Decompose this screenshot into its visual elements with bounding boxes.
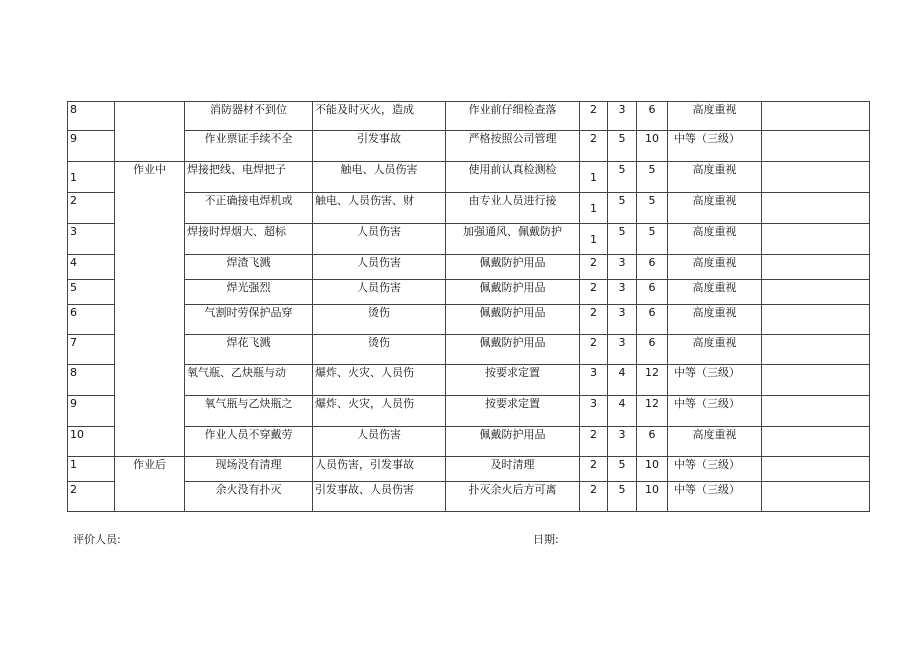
score-d: 5: [637, 224, 668, 255]
hazard-cell: 焊接把线、电焊把子: [185, 162, 313, 193]
score-e: 3: [608, 305, 637, 335]
consequence-cell: 触电、人员伤害: [313, 162, 446, 193]
level-cell: 中等（三级）: [668, 457, 762, 482]
score-e: 4: [608, 396, 637, 427]
row-number: 10: [68, 427, 115, 457]
row-number: 7: [68, 335, 115, 365]
row-number: 9: [68, 396, 115, 427]
hazard-cell: 作业票证手续不全: [185, 131, 313, 162]
score-d: 10: [637, 457, 668, 482]
score-d: 5: [637, 162, 668, 193]
evaluator-label: 评价人员:: [73, 533, 121, 546]
measure-cell: 佩戴防护用品: [446, 305, 580, 335]
level-cell: 中等（三级）: [668, 131, 762, 162]
level-cell: 高度重视: [668, 193, 762, 224]
level-cell: 高度重视: [668, 162, 762, 193]
level-cell: 中等（三级）: [668, 482, 762, 512]
hazard-cell: 消防器材不到位: [185, 102, 313, 131]
consequence-cell: 爆炸、火灾，人员伤: [313, 396, 446, 427]
score-e: 5: [608, 193, 637, 224]
hazard-cell: 氧气瓶与乙炔瓶之: [185, 396, 313, 427]
consequence-cell: 人员伤害: [313, 280, 446, 305]
score-l: 3: [580, 365, 608, 396]
score-e: 3: [608, 280, 637, 305]
measure-cell: 及时清理: [446, 457, 580, 482]
score-l: 2: [580, 482, 608, 512]
consequence-cell: 人员伤害，引发事故: [313, 457, 446, 482]
consequence-cell: 引发事故、人员伤害: [313, 482, 446, 512]
measure-cell: 使用前认真检测检: [446, 162, 580, 193]
table-row: [68, 305, 870, 335]
score-l: 2: [580, 255, 608, 280]
hazard-cell: 焊光强烈: [185, 280, 313, 305]
measure-cell: 佩戴防护用品: [446, 427, 580, 457]
level-cell: 高度重视: [668, 255, 762, 280]
table-row: [68, 365, 870, 396]
score-l: 1: [580, 193, 608, 224]
hazard-cell: 现场没有清理: [185, 457, 313, 482]
row-number: 9: [68, 131, 115, 162]
hazard-cell: 焊花飞溅: [185, 335, 313, 365]
level-cell: 高度重视: [668, 335, 762, 365]
remark-cell: [762, 335, 870, 365]
score-e: 5: [608, 457, 637, 482]
score-d: 6: [637, 102, 668, 131]
score-e: 3: [608, 102, 637, 131]
level-cell: 中等（三级）: [668, 365, 762, 396]
measure-cell: 加强通风、佩戴防护: [446, 224, 580, 255]
measure-cell: 按要求定置: [446, 396, 580, 427]
risk-assessment-table: [67, 101, 870, 512]
row-number: 1: [68, 162, 115, 193]
table-row: [68, 280, 870, 305]
hazard-cell: 余火没有扑灭: [185, 482, 313, 512]
table-row: [68, 396, 870, 427]
level-cell: 高度重视: [668, 280, 762, 305]
table-row: [68, 193, 870, 224]
remark-cell: [762, 280, 870, 305]
table-row: [68, 255, 870, 280]
row-number: 8: [68, 365, 115, 396]
table-row: [68, 102, 870, 131]
row-number: 3: [68, 224, 115, 255]
level-cell: 中等（三级）: [668, 396, 762, 427]
measure-cell: 佩戴防护用品: [446, 280, 580, 305]
table-row: [68, 162, 870, 193]
score-l: 2: [580, 335, 608, 365]
score-l: 2: [580, 305, 608, 335]
measure-cell: 按要求定置: [446, 365, 580, 396]
level-cell: 高度重视: [668, 224, 762, 255]
row-number: 4: [68, 255, 115, 280]
table-row: [68, 457, 870, 482]
score-d: 6: [637, 255, 668, 280]
score-l: 2: [580, 457, 608, 482]
level-cell: 高度重视: [668, 427, 762, 457]
remark-cell: [762, 162, 870, 193]
phase-cell: 作业后: [115, 457, 185, 512]
consequence-cell: 爆炸、火灾、人员伤: [313, 365, 446, 396]
remark-cell: [762, 305, 870, 335]
phase-cell: [115, 102, 185, 162]
remark-cell: [762, 365, 870, 396]
score-d: 6: [637, 427, 668, 457]
measure-cell: 佩戴防护用品: [446, 255, 580, 280]
row-number: 2: [68, 482, 115, 512]
measure-cell: 扑灭余火后方可离: [446, 482, 580, 512]
consequence-cell: 人员伤害: [313, 255, 446, 280]
hazard-cell: 作业人员不穿戴劳: [185, 427, 313, 457]
table-row: [68, 482, 870, 512]
score-e: 5: [608, 224, 637, 255]
score-d: 12: [637, 396, 668, 427]
score-d: 10: [637, 482, 668, 512]
score-e: 5: [608, 162, 637, 193]
score-e: 3: [608, 427, 637, 457]
measure-cell: 由专业人员进行接: [446, 193, 580, 224]
table-row: [68, 335, 870, 365]
score-d: 5: [637, 193, 668, 224]
hazard-cell: 焊渣飞溅: [185, 255, 313, 280]
remark-cell: [762, 193, 870, 224]
remark-cell: [762, 131, 870, 162]
remark-cell: [762, 427, 870, 457]
consequence-cell: 人员伤害: [313, 224, 446, 255]
row-number: 5: [68, 280, 115, 305]
score-l: 2: [580, 102, 608, 131]
consequence-cell: 触电、人员伤害、财: [313, 193, 446, 224]
table-row: [68, 224, 870, 255]
consequence-cell: 烫伤: [313, 305, 446, 335]
score-d: 6: [637, 280, 668, 305]
score-l: 2: [580, 280, 608, 305]
score-e: 3: [608, 255, 637, 280]
measure-cell: 作业前仔细检查落: [446, 102, 580, 131]
row-number: 6: [68, 305, 115, 335]
consequence-cell: 引发事故: [313, 131, 446, 162]
hazard-cell: 焊接时焊烟大、超标: [185, 224, 313, 255]
measure-cell: 佩戴防护用品: [446, 335, 580, 365]
score-e: 5: [608, 131, 637, 162]
phase-cell: 作业中: [115, 162, 185, 457]
score-d: 10: [637, 131, 668, 162]
score-d: 12: [637, 365, 668, 396]
score-l: 1: [580, 162, 608, 193]
remark-cell: [762, 224, 870, 255]
row-number: 1: [68, 457, 115, 482]
remark-cell: [762, 482, 870, 512]
date-label: 日期:: [533, 533, 559, 546]
remark-cell: [762, 102, 870, 131]
consequence-cell: 烫伤: [313, 335, 446, 365]
measure-cell: 严格按照公司管理: [446, 131, 580, 162]
score-e: 4: [608, 365, 637, 396]
score-l: 3: [580, 396, 608, 427]
hazard-cell: 不正确接电焊机或: [185, 193, 313, 224]
score-l: 2: [580, 427, 608, 457]
table-row: [68, 131, 870, 162]
score-l: 1: [580, 224, 608, 255]
table-row: [68, 427, 870, 457]
remark-cell: [762, 396, 870, 427]
level-cell: 高度重视: [668, 305, 762, 335]
remark-cell: [762, 457, 870, 482]
level-cell: 高度重视: [668, 102, 762, 131]
hazard-cell: 气割时劳保护品穿: [185, 305, 313, 335]
score-d: 6: [637, 305, 668, 335]
row-number: 8: [68, 102, 115, 131]
score-d: 6: [637, 335, 668, 365]
hazard-cell: 氧气瓶、乙炔瓶与动: [185, 365, 313, 396]
consequence-cell: 人员伤害: [313, 427, 446, 457]
score-e: 3: [608, 335, 637, 365]
consequence-cell: 不能及时灭火，造成: [313, 102, 446, 131]
score-e: 5: [608, 482, 637, 512]
remark-cell: [762, 255, 870, 280]
score-l: 2: [580, 131, 608, 162]
row-number: 2: [68, 193, 115, 224]
